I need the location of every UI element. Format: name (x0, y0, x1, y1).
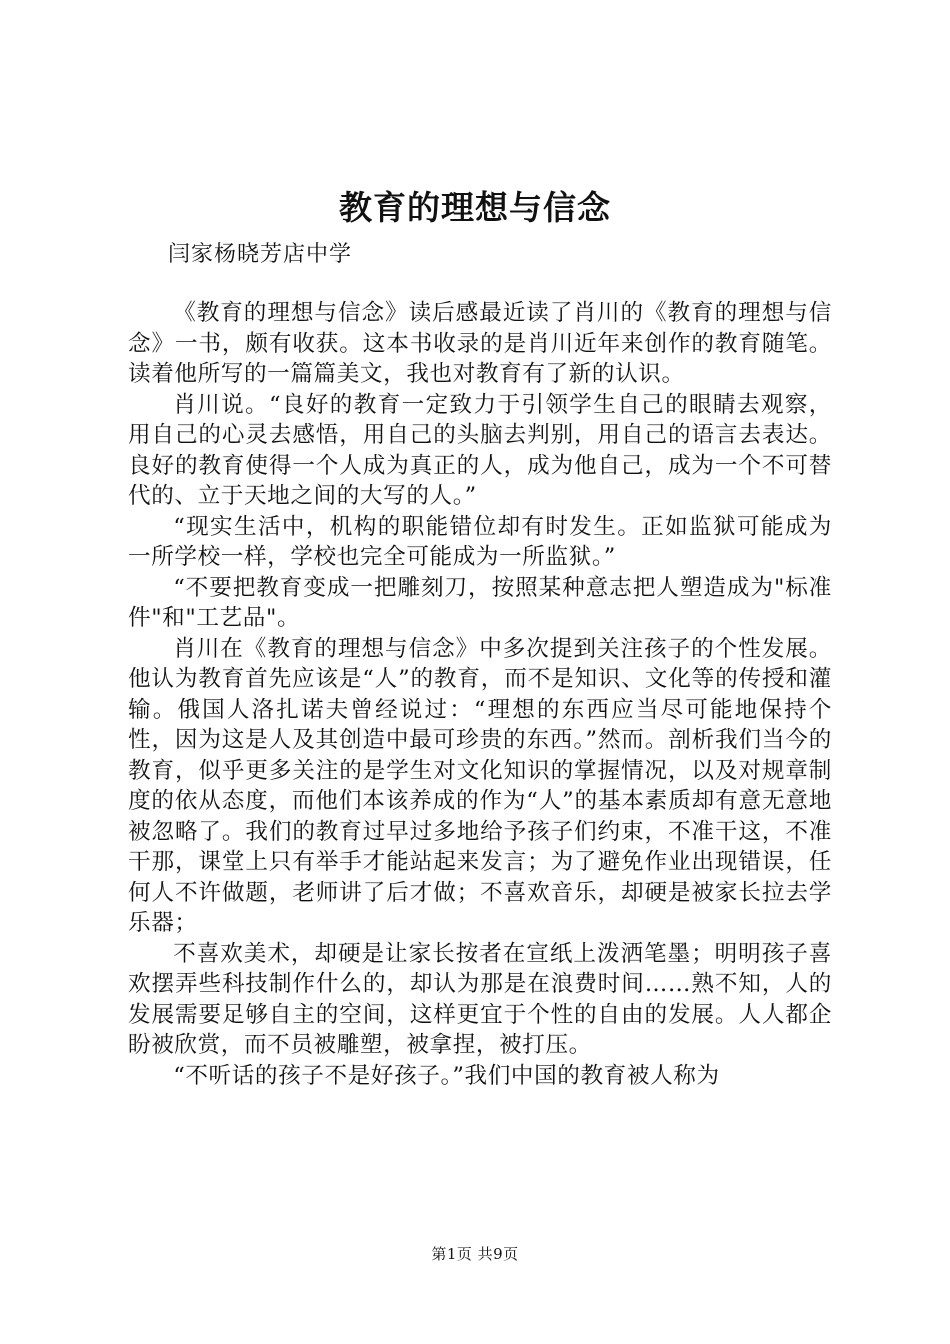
author-line: 闫家杨晓芳店中学 (168, 242, 353, 267)
paragraph: 不喜欢美术，却硬是让家长按者在宣纸上泼洒笔墨；明明孩子喜欢摆弄些科技制作什么的，却认为那是在浪费时间……熟不知，人的发展需要足够自主的空间，这样更宜于个性的自由的发展。人人都企盼被欣赏，而不员被雕塑，被拿捏，被打压。 (128, 940, 832, 1058)
document-title: 教育的理想与信念 (339, 188, 611, 227)
document-body (128, 298, 832, 1091)
paragraph: 《教育的理想与信念》读后感最近读了肖川的《教育的理想与信念》一书，颇有收获。这本书收录的是肖川近年来创作的教育随笔。读着他所写的一篇篇美文，我也对教育有了新的认识。 (128, 300, 832, 387)
paragraph: “现实生活中，机构的职能错位却有时发生。正如监狱可能成为一所学校一样，学校也完全可能成为一所监狱。” (128, 513, 832, 570)
paragraph: 肖川在《教育的理想与信念》中多次提到关注孩子的个性发展。他认为教育首先应该是“人”的教育，而不是知识、文化等的传授和灌输。俄国人洛扎诺夫曾经说过：“理想的东西应当尽可能地保持个性，因为这是人及其创造中最可珍贵的东西。”然而。剖析我们当今的教育，似乎更多关注的是学生对文化知识的掌握情况，以及对规章制度的依从态度，而他们本该养成的作为“人”的基本素质却有意无意地被忽略了。我们的教育过早过多地给予孩子们约束，不准干这，不准干那，课堂上只有举手才能站起来发言；为了避免作业出现错误，任何人不许做题，老师讲了后才做；不喜欢音乐，却硬是被家长拉去学乐器； (128, 635, 832, 936)
page-number-footer: 第1页 共9页 (431, 1245, 519, 1263)
paragraph: “不听话的孩子不是好孩子。”我们中国的教育被人称为 (173, 1062, 720, 1089)
paragraph: 肖川说。“良好的教育一定致力于引领学生自己的眼睛去观察，用自己的心灵去感悟，用自己的头脑去判别，用自己的语言去表达。良好的教育使得一个人成为真正的人，成为他自己，成为一个不可替代的、立于天地之间的大写的人。” (128, 391, 832, 509)
paragraph: “不要把教育变成一把雕刻刀，按照某种意志把人塑造成为"标准件"和"工艺品"。 (128, 574, 832, 631)
